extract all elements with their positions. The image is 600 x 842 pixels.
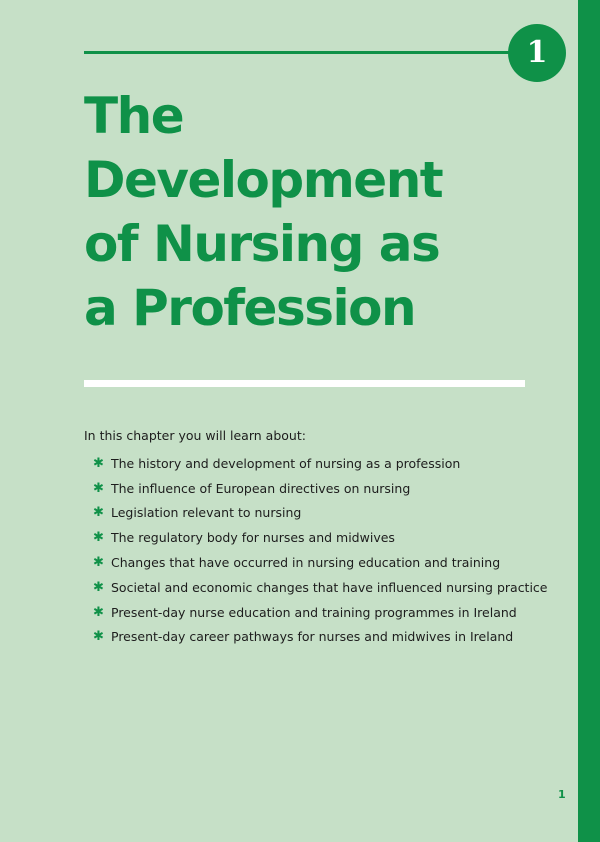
asterisk-bullet-icon: ✱ (93, 579, 104, 595)
objective-text: The regulatory body for nurses and midwives (111, 530, 395, 546)
learning-objectives-list (93, 451, 548, 649)
top-rule (84, 51, 524, 54)
chapter-title-line: Development (84, 151, 443, 209)
objective-item (93, 525, 548, 550)
asterisk-bullet-icon: ✱ (93, 480, 104, 496)
objective-item (93, 600, 548, 625)
objective-text: Legislation relevant to nursing (111, 505, 302, 521)
objective-text: The history and development of nursing as a profession (111, 455, 461, 471)
asterisk-bullet-icon: ✱ (93, 530, 104, 546)
asterisk-bullet-icon: ✱ (93, 455, 104, 471)
side-accent-bar (578, 0, 600, 842)
objective-item (93, 575, 548, 600)
chapter-title-line: a Profession (84, 279, 416, 337)
objective-text: The influence of European directives on nursing (111, 480, 411, 496)
intro-text: In this chapter you will learn about: (84, 428, 306, 443)
chapter-badge (508, 24, 566, 82)
chapter-title-line: of Nursing as (84, 215, 440, 273)
objective-item (93, 451, 548, 476)
page-number: 1 (558, 788, 566, 801)
objective-text: Present-day nurse education and training programmes in Ireland (111, 604, 517, 620)
chapter-title (84, 84, 524, 340)
objective-item (93, 625, 548, 650)
objective-item (93, 550, 548, 575)
objective-item (93, 476, 548, 501)
objective-text: Societal and economic changes that have influenced nursing practice (111, 579, 548, 595)
objective-text: Changes that have occurred in nursing education and training (111, 555, 501, 571)
divider-rule (84, 380, 525, 387)
chapter-title-line: The (84, 87, 184, 145)
objective-text: Present-day career pathways for nurses and midwives in Ireland (111, 629, 514, 645)
asterisk-bullet-icon: ✱ (93, 629, 104, 645)
asterisk-bullet-icon: ✱ (93, 604, 104, 620)
asterisk-bullet-icon: ✱ (93, 505, 104, 521)
asterisk-bullet-icon: ✱ (93, 555, 104, 571)
objective-item (93, 501, 548, 526)
chapter-number: 1 (526, 35, 548, 70)
